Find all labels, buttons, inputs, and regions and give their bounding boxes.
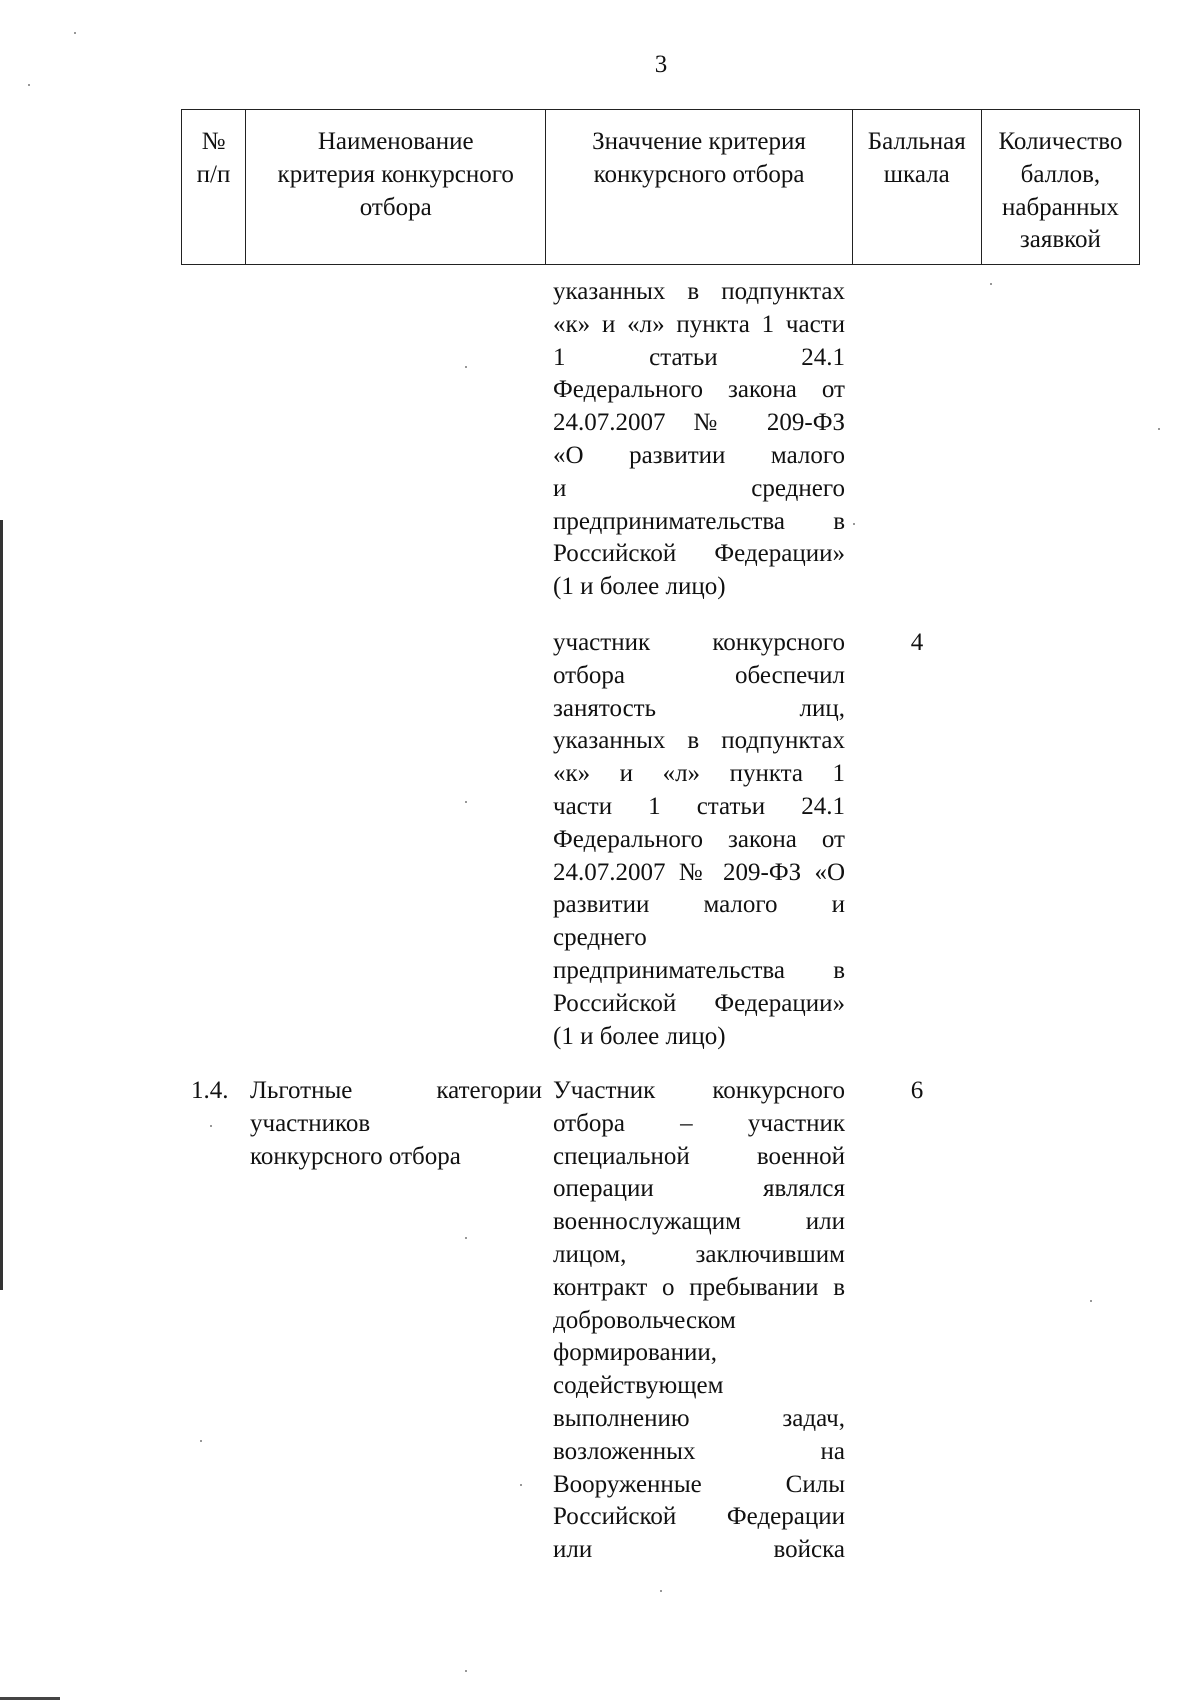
header-points-line: заявкой — [1019, 226, 1101, 254]
scan-speck — [465, 1237, 467, 1239]
scan-speck — [28, 84, 30, 86]
criterion-value-line: указанных в подпунктах — [553, 727, 845, 755]
criterion-value-line: участник конкурсного — [553, 629, 845, 656]
criterion-value-line: или войска — [553, 1536, 845, 1564]
criterion-value-line: операции являлся — [553, 1175, 845, 1203]
header-criterion-value-cell — [546, 110, 852, 265]
header-points-line: набранных — [1001, 193, 1119, 221]
criterion-value-line: лицом, заключившим — [553, 1240, 845, 1268]
scan-edge-shadow — [0, 0, 3, 1705]
header-points-line: Количество — [998, 128, 1123, 155]
criterion-value-line: военнослужащим или — [553, 1208, 845, 1236]
score-value: 4 — [910, 629, 924, 656]
scan-speck — [990, 283, 992, 285]
criterion-value-continued — [553, 276, 845, 604]
criterion-value-line: 24.07.2007 № 209-ФЗ — [553, 409, 845, 437]
row-number: 1.4. — [191, 1077, 229, 1104]
criterion-value-line: предпринимательства в — [553, 956, 845, 984]
header-points-line: баллов, — [1020, 160, 1101, 188]
page-number: 3 — [654, 51, 668, 78]
criterion-value-line: формировании, — [553, 1339, 717, 1367]
criterion-value-line: среднего — [553, 924, 647, 952]
criteria-table-header — [181, 109, 1140, 265]
criterion-value-line: «к» и «л» пункта 1 — [553, 760, 845, 788]
criterion-value-line: «О развитии малого — [553, 441, 845, 469]
header-criterion-value-line: конкурсного отбора — [593, 160, 805, 188]
criterion-value-line: Участник конкурсного — [553, 1077, 845, 1104]
criterion-value-line: содействующем — [553, 1372, 724, 1400]
header-criterion-name-line: Наименование — [317, 128, 474, 155]
criterion-value-line: (1 и более лицо) — [553, 573, 726, 601]
criterion-value-line: «к» и «л» пункта 1 части — [553, 310, 845, 338]
header-criterion-name-line: критерия конкурсного — [277, 160, 514, 188]
criterion-value-line: части 1 статьи 24.1 — [553, 792, 845, 820]
criterion-value-line: указанных в подпунктах — [553, 278, 845, 305]
criterion-value-line: контракт о пребывании в — [553, 1273, 845, 1301]
criterion-value-line: специальной военной — [553, 1142, 845, 1170]
scan-speck — [465, 1670, 467, 1672]
scan-speck — [660, 1590, 662, 1592]
header-number-line: № — [201, 128, 226, 155]
header-criterion-name-line: отбора — [359, 193, 432, 221]
scan-speck — [74, 32, 76, 34]
scan-speck — [210, 1125, 212, 1127]
score-value: 6 — [910, 1077, 924, 1104]
criterion-value-svo-participant — [553, 1075, 845, 1567]
header-scale-line: шкала — [883, 160, 950, 188]
criterion-value-line: отбора обеспечил — [553, 661, 845, 689]
header-number-cell — [182, 110, 246, 265]
criterion-value-line: Российской Федерации — [553, 1503, 845, 1531]
scan-speck — [465, 366, 467, 368]
header-criterion-value-line: Значчение критерия — [592, 128, 806, 155]
header-scale-line: Балльная — [867, 128, 966, 155]
criterion-value-line: Российской Федерации» — [553, 989, 845, 1017]
criterion-value-line: 24.07.2007 № 209-ФЗ «О — [553, 858, 845, 886]
criterion-value-line: (1 и более лицо) — [553, 1022, 726, 1050]
criterion-name-line: участников — [250, 1109, 371, 1137]
header-number-line: п/п — [196, 160, 231, 188]
criterion-value-line: занятость лиц, — [553, 694, 845, 722]
criterion-value-line: 1 статьи 24.1 — [553, 343, 845, 371]
criterion-value-employment — [553, 627, 845, 1053]
criterion-value-line: Российской Федерации» — [553, 540, 845, 568]
header-criterion-name-cell — [246, 110, 546, 265]
scan-speck — [1158, 428, 1160, 430]
criterion-name-line: Льготные категории — [250, 1077, 542, 1104]
criterion-value-line: добровольческом — [553, 1306, 736, 1334]
scan-speck — [200, 1440, 202, 1442]
criterion-value-line: Федерального закона от — [553, 825, 845, 853]
header-points-cell — [981, 110, 1139, 265]
criterion-value-line: выполнению задач, — [553, 1404, 845, 1432]
criterion-value-line: Федерального закона от — [553, 376, 845, 404]
header-scale-cell — [852, 110, 981, 265]
scan-speck — [1090, 1300, 1092, 1302]
criterion-value-line: отбора – участник — [553, 1109, 845, 1137]
criterion-value-line: возложенных на — [553, 1437, 845, 1465]
scan-speck — [465, 801, 467, 803]
criterion-name — [250, 1075, 542, 1173]
criterion-value-line: развитии малого и — [553, 891, 845, 919]
criterion-name-line: конкурсного отбора — [250, 1142, 461, 1170]
criterion-value-line: Вооруженные Силы — [553, 1470, 845, 1498]
criterion-value-line: и среднего — [553, 474, 845, 502]
criterion-value-line: предпринимательства в — [553, 507, 845, 535]
scan-speck — [520, 1484, 522, 1486]
scan-speck — [853, 523, 855, 525]
scan-speck — [0, 1697, 60, 1700]
